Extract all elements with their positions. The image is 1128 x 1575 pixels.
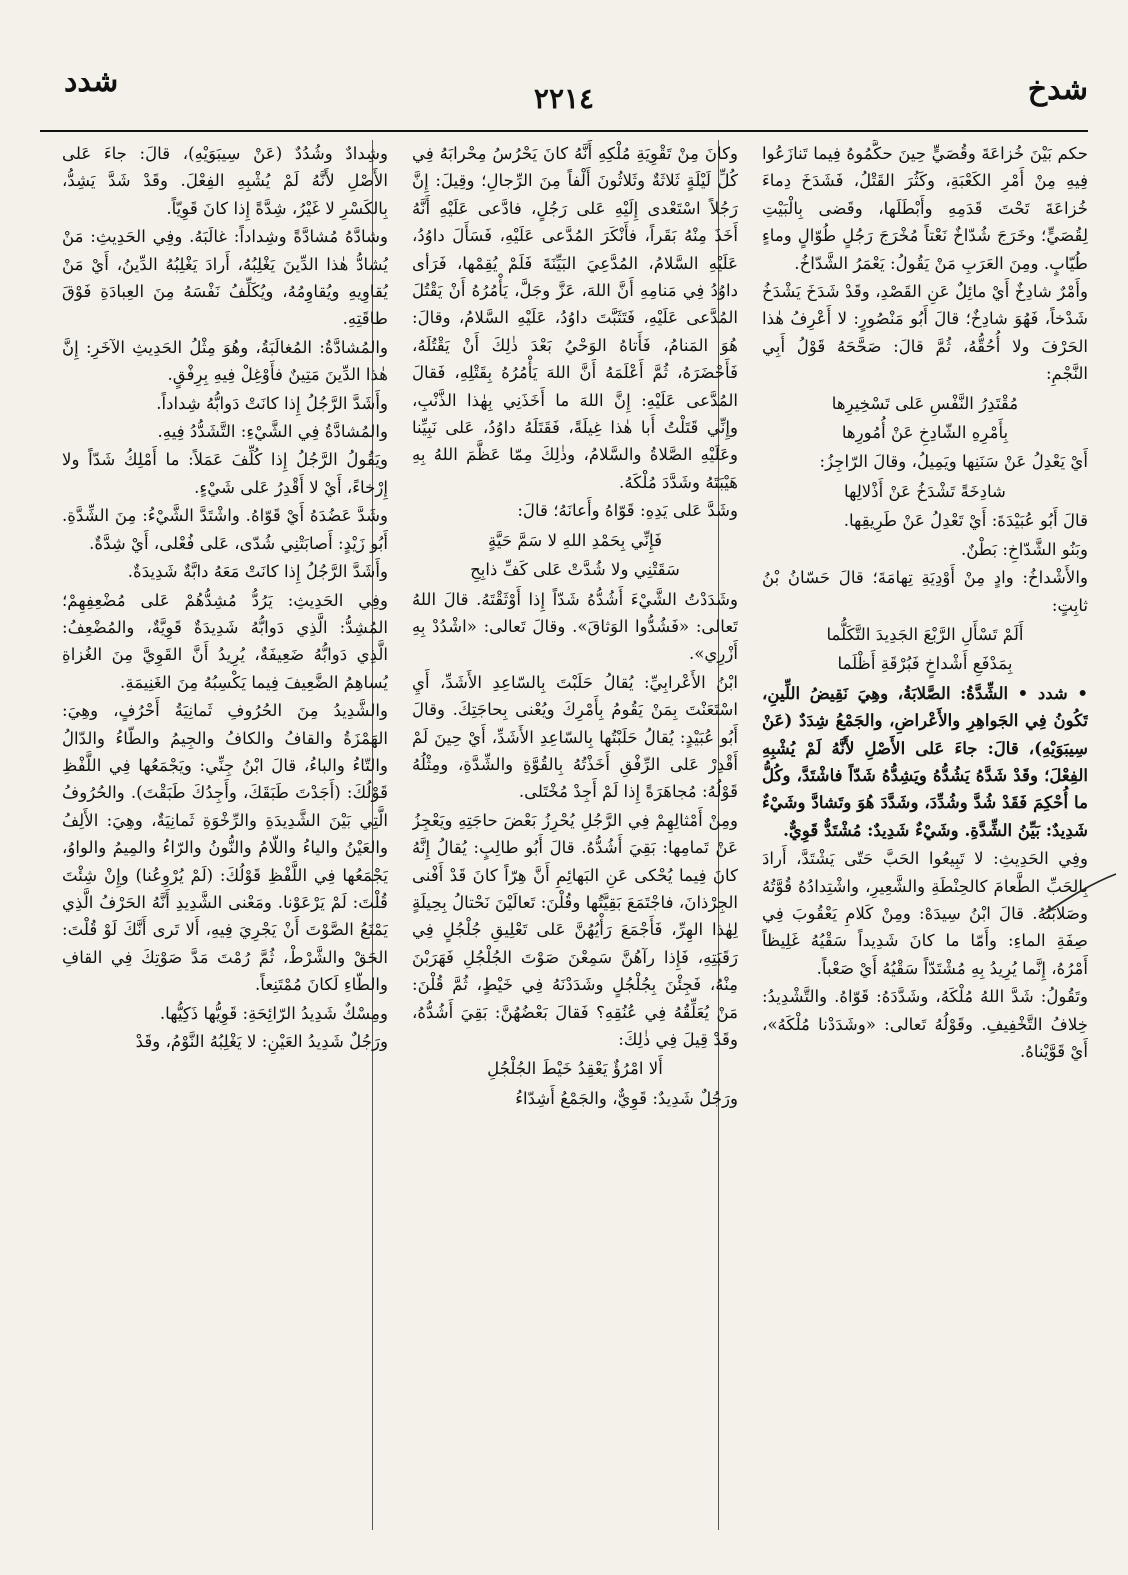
- header-rule: [40, 130, 1088, 132]
- paragraph: قالَ أَبُو عُبَيْدَةَ: أَيْ تَعْدِلُ عَنْ طَرِيقِها.: [843, 511, 1088, 531]
- paragraph: والمُشادَّةُ: المُغالَبَةُ، وهُوَ مِثْلُ الحَدِيثِ الآخَرِ: إِنَّ هٰذا الدِّينَ مَتِينٌ فأَوْغِلْ فِيهِ بِرِفْقٍ.: [62, 337, 388, 385]
- column-right: [762, 140, 1088, 1530]
- verse-line: أَلَمْ تَسْأَلِ الرَّبْعَ الجَدِيدَ التَّكَلُّما: [826, 624, 1024, 644]
- paragraph: ورَجُلٌ شَدِيدُ العَيْنِ: لا يَغْلِبُهُ النَّوْمُ، وقَدْ: [135, 1032, 388, 1051]
- paragraph: وبَنُو الشَّدّاخِ: بَطْنٌ.: [961, 539, 1088, 559]
- paragraph: وأَشَدَّ الرَّجُلُ إِذا كانَتْ مَعَهُ دابَّةٌ شَدِيدَةٌ.: [127, 562, 388, 582]
- paragraph: وشِدادٌ وشُدُدٌ (عَنْ سِيبَوَيْهِ)، قالَ: جاءَ عَلى الأَصْلِ لأَنَّهُ لَمْ يُشْبِهِ الفِعْلَ. وقَدْ شَدَّ يَشِدُّ، بِالكَسْرِ لا غَيْرُ، شِدَّةً إِذا كانَ قَوِيّاً.: [62, 144, 388, 218]
- verse-line: مُقْتَدِرُ النَّفْسِ عَلى تَسْخِيرِها: [831, 393, 1019, 413]
- paragraph: وأَشَدَّ الرَّجُلُ إِذا كانَتْ دَوابُّهُ شِداداً.: [156, 393, 388, 413]
- paragraph: ويَقُولُ الرَّجُلُ إِذا كُلِّفَ عَمَلاً: ما أَمْلِكُ شَدّاً ولا إِرْخاءً، أَيْ لا أَقْدِرُ عَلى شَيْءٍ.: [62, 450, 388, 497]
- verse-line: سَقَتْنِي ولا شُدَّتْ عَلى كَفِّ ذابِحِ: [470, 560, 680, 580]
- running-headword-right: شدخ: [1027, 72, 1088, 107]
- paragraph: ومِنْ أَمْثالِهِمْ فِي الرَّجُلِ يُحْرِزُ بَعْضَ حاجَتِهِ ويَعْجِزُ عَنْ تَمامِها: بَقِيَ أَشُدُّهُ. قالَ أَبُو طالِبٍ: يُقالُ إِنَّهُ كانَ فِيما يُحْكى عَنِ البَهائِمِ أَنَّ هِرّاً كانَ قَدْ أَفْنى الجِرْذانَ، فاجْتَمَعَ بَقِيَّتُها وقُلْنَ: تَعالَيْنَ نَحْتالُ بِحِيلَةٍ لِهٰذا الهِرِّ، فَأَجْمَعَ رَأْيُهُنَّ عَلى تَعْلِيقِ جُلْجُلٍ فِي رَقَبَتِهِ، فَإِذا رآهُنَّ سَمِعْنَ صَوْتَ الجُلْجُلِ فَهَرَبْنَ مِنْهُ، فَجِئْنَ بِجُلْجُلٍ وشَدَدْنَهُ فِي خَيْطٍ، ثُمَّ قُلْنَ: مَنْ يُعَلِّقُهُ فِي عُنُقِهِ؟ فَقالَ بَعْضُهُنَّ: بَقِيَ أَشُدُّهُ، وقَدْ قِيلَ فِي ذٰلِكَ:: [412, 810, 738, 1049]
- paragraph: وشادَّهُ مُشادَّةً وشِداداً: غالَبَهُ. وفِي الحَدِيثِ: مَنْ يُشادُّ هٰذا الدِّينَ يَغْلِبُهُ، أَرادَ يَغْلِبُهُ الدِّينُ، أَيْ مَنْ يُقاوِيهِ ويُقاوِمُهُ، ويُكَلِّفُ نَفْسَهُ مِنَ العِبادَةِ فَوْقَ طاقَتِهِ.: [62, 227, 388, 329]
- paragraph: والمُشادَّةُ فِي الشَّيْءِ: التَّشَدُّدُ فِيهِ.: [157, 422, 388, 442]
- paragraph: والشَّدِيدُ مِنَ الحُرُوفِ ثَمانِيَةُ أَحْرُفٍ، وهِيَ: الهَمْزَةُ والقافُ والكافُ والجِيمُ والطّاءُ والدّالُ والتّاءُ والباءُ، قالَ ابْنُ جِنِّي: ويَجْمَعُها فِي اللَّفْظِ قَوْلُكَ: (أَجَدْتَ طَبَقَكَ، وأَجِدُكَ طَبَقْتَ). والحُرُوفُ الَّتِي بَيْنَ الشَّدِيدَةِ والرِّخْوَةِ ثَمانِيَةٌ، وهِيَ: الأَلِفُ والعَيْنُ والياءُ واللّامُ والنُّونُ والرّاءُ والمِيمُ والواوُ، يَجْمَعُها فِي اللَّفْظِ قَوْلُكَ: (لَمْ يُرْوِعُنا) وإِنْ شِئْتَ قُلْتَ: لَمْ يَرْعَوْنا. ومَعْنى الشَّدِيدِ أَنَّهُ الحَرْفُ الَّذِي يَمْنَعُ الصَّوْتَ أَنْ يَجْرِيَ فِيهِ، أَلا تَرى أَنَّكَ لَوْ قُلْتَ: الحَقْ والشَّرْطْ، ثُمَّ رُمْتَ مَدَّ صَوْتِكَ فِي القافِ والطّاءِ لَكانَ مُمْتَنِعاً.: [62, 701, 388, 995]
- paragraph: وشَدَّ عَلى يَدِهِ: قَوّاهُ وأَعانَهُ؛ قالَ:: [517, 501, 738, 521]
- page-number: ٢٢١٤: [533, 82, 595, 115]
- running-headword-left: شدد: [64, 64, 119, 99]
- paragraph: وشَدَّ عَضُدَهُ أَيْ قَوّاهُ. واشْتَدَّ الشَّيْءُ: مِنَ الشِّدَّةِ. أَبُو زَيْدٍ: أَصابَتْنِي شُدّى، عَلى فُعْلى، أَيْ شِدَّةٌ.: [62, 506, 388, 553]
- column-middle: [412, 140, 738, 1530]
- verse-line: بِأَمْرِهِ الشّادِخِ عَنْ أُمُورِها: [841, 423, 1009, 443]
- page-header: [40, 60, 1088, 116]
- paragraph: وفِي الحَدِيثِ: يَرُدُّ مُشِدُّهُمْ عَلى مُضْعِفِهِمْ؛ المُشِدُّ: الَّذِي دَوابُّهُ شَدِيدَةٌ قَوِيَّةٌ، والمُضْعِفُ: الَّذِي دَوابُّهُ ضَعِيفَةٌ، يُرِيدُ أَنَّ القَوِيَّ مِنَ الغُزاةِ يُساهِمُ الضَّعِيفَ فِيما يَكْسِبُهُ مِنَ الغَنِيمَةِ.: [62, 590, 388, 692]
- entry-heading-paragraph: • شدد • الشِّدَّةُ: الصَّلابَةُ، وهِيَ نَقِيضُ اللِّينِ، تَكُونُ فِي الجَواهِرِ والأَعْراضِ، والجَمْعُ شِدَدٌ (عَنْ سِيبَوَيْهِ)، قالَ: جاءَ عَلى الأَصْلِ لأَنَّهُ لَمْ يُشْبِهِ الفِعْلَ؛ وقَدْ شَدَّهُ يَشُدُّهُ ويَشِدُّهُ شَدّاً فاشْتَدَّ، وكُلُّ ما أُحْكِمَ فَقَدْ شُدَّ وشُدِّدَ، وشَدَّدَ هُوَ وتَشادَّ وشَيْءٌ شَدِيدٌ: بَيِّنُ الشِّدَّةِ. وشَيْءٌ شَدِيدٌ: مُشْتَدٌّ قَوِيٌّ.: [762, 682, 1088, 840]
- paragraph: ابْنُ الأَعْرابِيِّ: يُقالُ حَلَبْتَ بِالسّاعِدِ الأَشَدِّ، أَيِ اسْتَعَنْتَ بِمَنْ يَقُومُ بِأَمْرِكَ ويُعْنى بِحاجَتِكَ. وقالَ أَبُو عُبَيْدٍ: يُقالُ حَلَبْتُها بِالسّاعِدِ الأَشَدِّ، أَيْ حِينَ لَمْ أَقْدِرْ عَلى الرِّفْقِ أَخَذْتُهُ بِالقُوَّةِ والشِّدَّةِ، ومِثْلُهُ قَوْلُهُ: مُجاهَرَةً إِذا لَمْ أَجِدْ مُخْتَلى.: [412, 672, 738, 802]
- paragraph: وفِي الحَدِيثِ: لا تَبِيعُوا الحَبَّ حَتّى يَشْتَدَّ، أَرادَ بِالحَبِّ الطَّعامَ كالحِنْطَةِ والشَّعِيرِ، واشْتِدادُهُ قُوَّتُهُ وصَلابَتُهُ. قالَ ابْنُ سِيدَهْ: ومِنْ كَلامِ يَعْقُوبَ فِي صِفَةِ الماءِ: وأَمّا ما كانَ شَدِيداً سَقْيُهُ غَلِيظاً أَمْرُهُ، إِنَّما يُرِيدُ بِهِ مُشْتَدّاً سَقْيُهُ أَيْ صَعْباً.: [762, 849, 1088, 978]
- paragraph: والأَشْداخُ: وادٍ مِنْ أَوْدِيَةِ تِهامَةَ؛ قالَ حَسّانُ بْنُ ثابِتٍ:: [762, 568, 1088, 615]
- verse-line: أَلا امْرُؤٌ يَعْقِدُ خَيْطَ الجُلْجُلِ: [487, 1059, 663, 1079]
- verse-line: شادِخَةً تَشْدَخُ عَنْ أَذْلالِها: [844, 481, 1006, 501]
- verse-line: فَإِنِّي بِحَمْدِ اللهِ لا سَمَّ حَيَّةٍ: [487, 530, 663, 550]
- paragraph: وشَدَدْتُ الشَّيْءَ أَشُدُّهُ شَدّاً إِذا أَوْثَقْتَهُ. قالَ اللهُ تَعالى: «فَشُدُّوا الوَثاقَ». وقالَ تَعالى: «اشْدُدْ بِهِ أَزْرِي».: [412, 589, 738, 664]
- verse-line: بِمَدْفَعِ أَشْداخٍ فَبُرْقَةِ أَظْلَما: [837, 654, 1013, 674]
- paragraph: ومِسْكٌ شَدِيدُ الرّائِحَةِ: قَوِيُّها ذَكِيُّها.: [159, 1003, 388, 1023]
- paragraph: وتَقُولُ: شَدَّ اللهُ مُلْكَهُ، وشَدَّدَهُ: قَوّاهُ. والتَّشْدِيدُ: خِلافُ التَّخْفِيفِ. وقَوْلُهُ تَعالى: «وشَدَدْنا مُلْكَهُ»، أَيْ قَوَّيْناهُ.: [762, 987, 1088, 1061]
- paragraph: أَيْ يَعْدِلُ عَنْ سَنَنِها ويَمِيلُ، وقالَ الرّاجِزُ:: [819, 452, 1088, 472]
- paragraph: حكم بَيْنَ خُزاعَةَ وقُصَيٍّ حِينَ حكَّمُوهُ فِيما تَنازَعُوا فِيهِ مِنْ أَمْرِ الكَعْبَةِ، وكَثُرَ القَتْلُ، فَشَدَخَ دِماءَ خُزاعَةَ تَحْتَ قَدَمِهِ وأَبْطَلَها، وقَضى بِالْبَيْتِ لِقُصَيٍّ؛ وخَرَجَ شُدّاخٌ نَعْتاً مُخْرَجَ رَجُلٍ طُوّالٍ وماءٍ طُيّابٍ. ومِنَ العَرَبِ مَنْ يَقُولُ: يَعْمَرُ الشَّدّاخُ.: [762, 144, 1088, 273]
- paragraph: وكانَ مِنْ تَقْوِيَةِ مُلْكِهِ أَنَّهُ كانَ يَحْرُسُ مِحْرابَهُ فِي كُلِّ لَيْلَةٍ ثَلاثَةٌ وثَلاثُونَ أَلْفاً مِنَ الرِّجالِ؛ وقِيلَ: إِنَّ رَجُلاً اسْتَعْدى إِلَيْهِ عَلى رَجُلٍ، فادَّعى عَلَيْهِ أَنَّهُ أَخَذَ مِنْهُ بَقَراً، فأَنْكَرَ المُدَّعى عَلَيْهِ، فَسَأَلَ داوُدُ، عَلَيْهِ السَّلامُ، المُدَّعِيَ البَيِّنَةَ فَلَمْ يُقِمْها، فَرَأى داوُدُ فِي مَنامِهِ أَنَّ اللهَ، عَزَّ وجَلَّ، يَأْمُرُهُ أَنْ يَقْتُلَ المُدَّعى عَلَيْهِ، فَتَثَبَّتَ داوُدُ، عَلَيْهِ السَّلامُ، وقالَ: هُوَ المَنامُ، فَأَتاهُ الوَحْيُ بَعْدَ ذٰلِكَ أَنْ يَقْتُلَهُ، فَأَحْضَرَهُ، ثُمَّ أَعْلَمَهُ أَنَّ اللهَ يَأْمُرُهُ بِقَتْلِهِ، فَقالَ المُدَّعى عَلَيْهِ: إِنَّ اللهَ ما أَخَذَنِي بِهٰذا الذَّنْبِ، وإِنِّي قَتَلْتُ أَبا هٰذا غِيلَةً، فَقَتَلَهُ داوُدُ، عَلى نَبِيِّنا وعَلَيْهِ الصَّلاةُ والسَّلامُ، وذٰلِكَ مِمّا عَظَّمَ اللهُ بِهِ هَيْبَتَهُ وشَدَّدَ مُلْكَهُ.: [412, 144, 738, 492]
- column-left: [62, 140, 388, 1530]
- margin-pen-mark: [1040, 870, 1120, 920]
- paragraph: ورَجُلٌ شَدِيدٌ: قَوِيٌّ، والجَمْعُ أَشِدّاءُ: [515, 1088, 738, 1108]
- paragraph: وأَمْرٌ شادِخٌ أَيْ مائِلٌ عَنِ القَصْدِ، وقَدْ شَدَخَ يَشْدَخُ شَدْخاً، فَهُوَ شادِخٌ؛ قالَ أَبُو مَنْصُورٍ: لا أَعْرِفُ هٰذا الحَرْفَ ولا أُحُقُّهُ، ثُمَّ قالَ: صَحَّحَهُ قَوْلُ أَبِي النَّجْمِ:: [762, 282, 1088, 384]
